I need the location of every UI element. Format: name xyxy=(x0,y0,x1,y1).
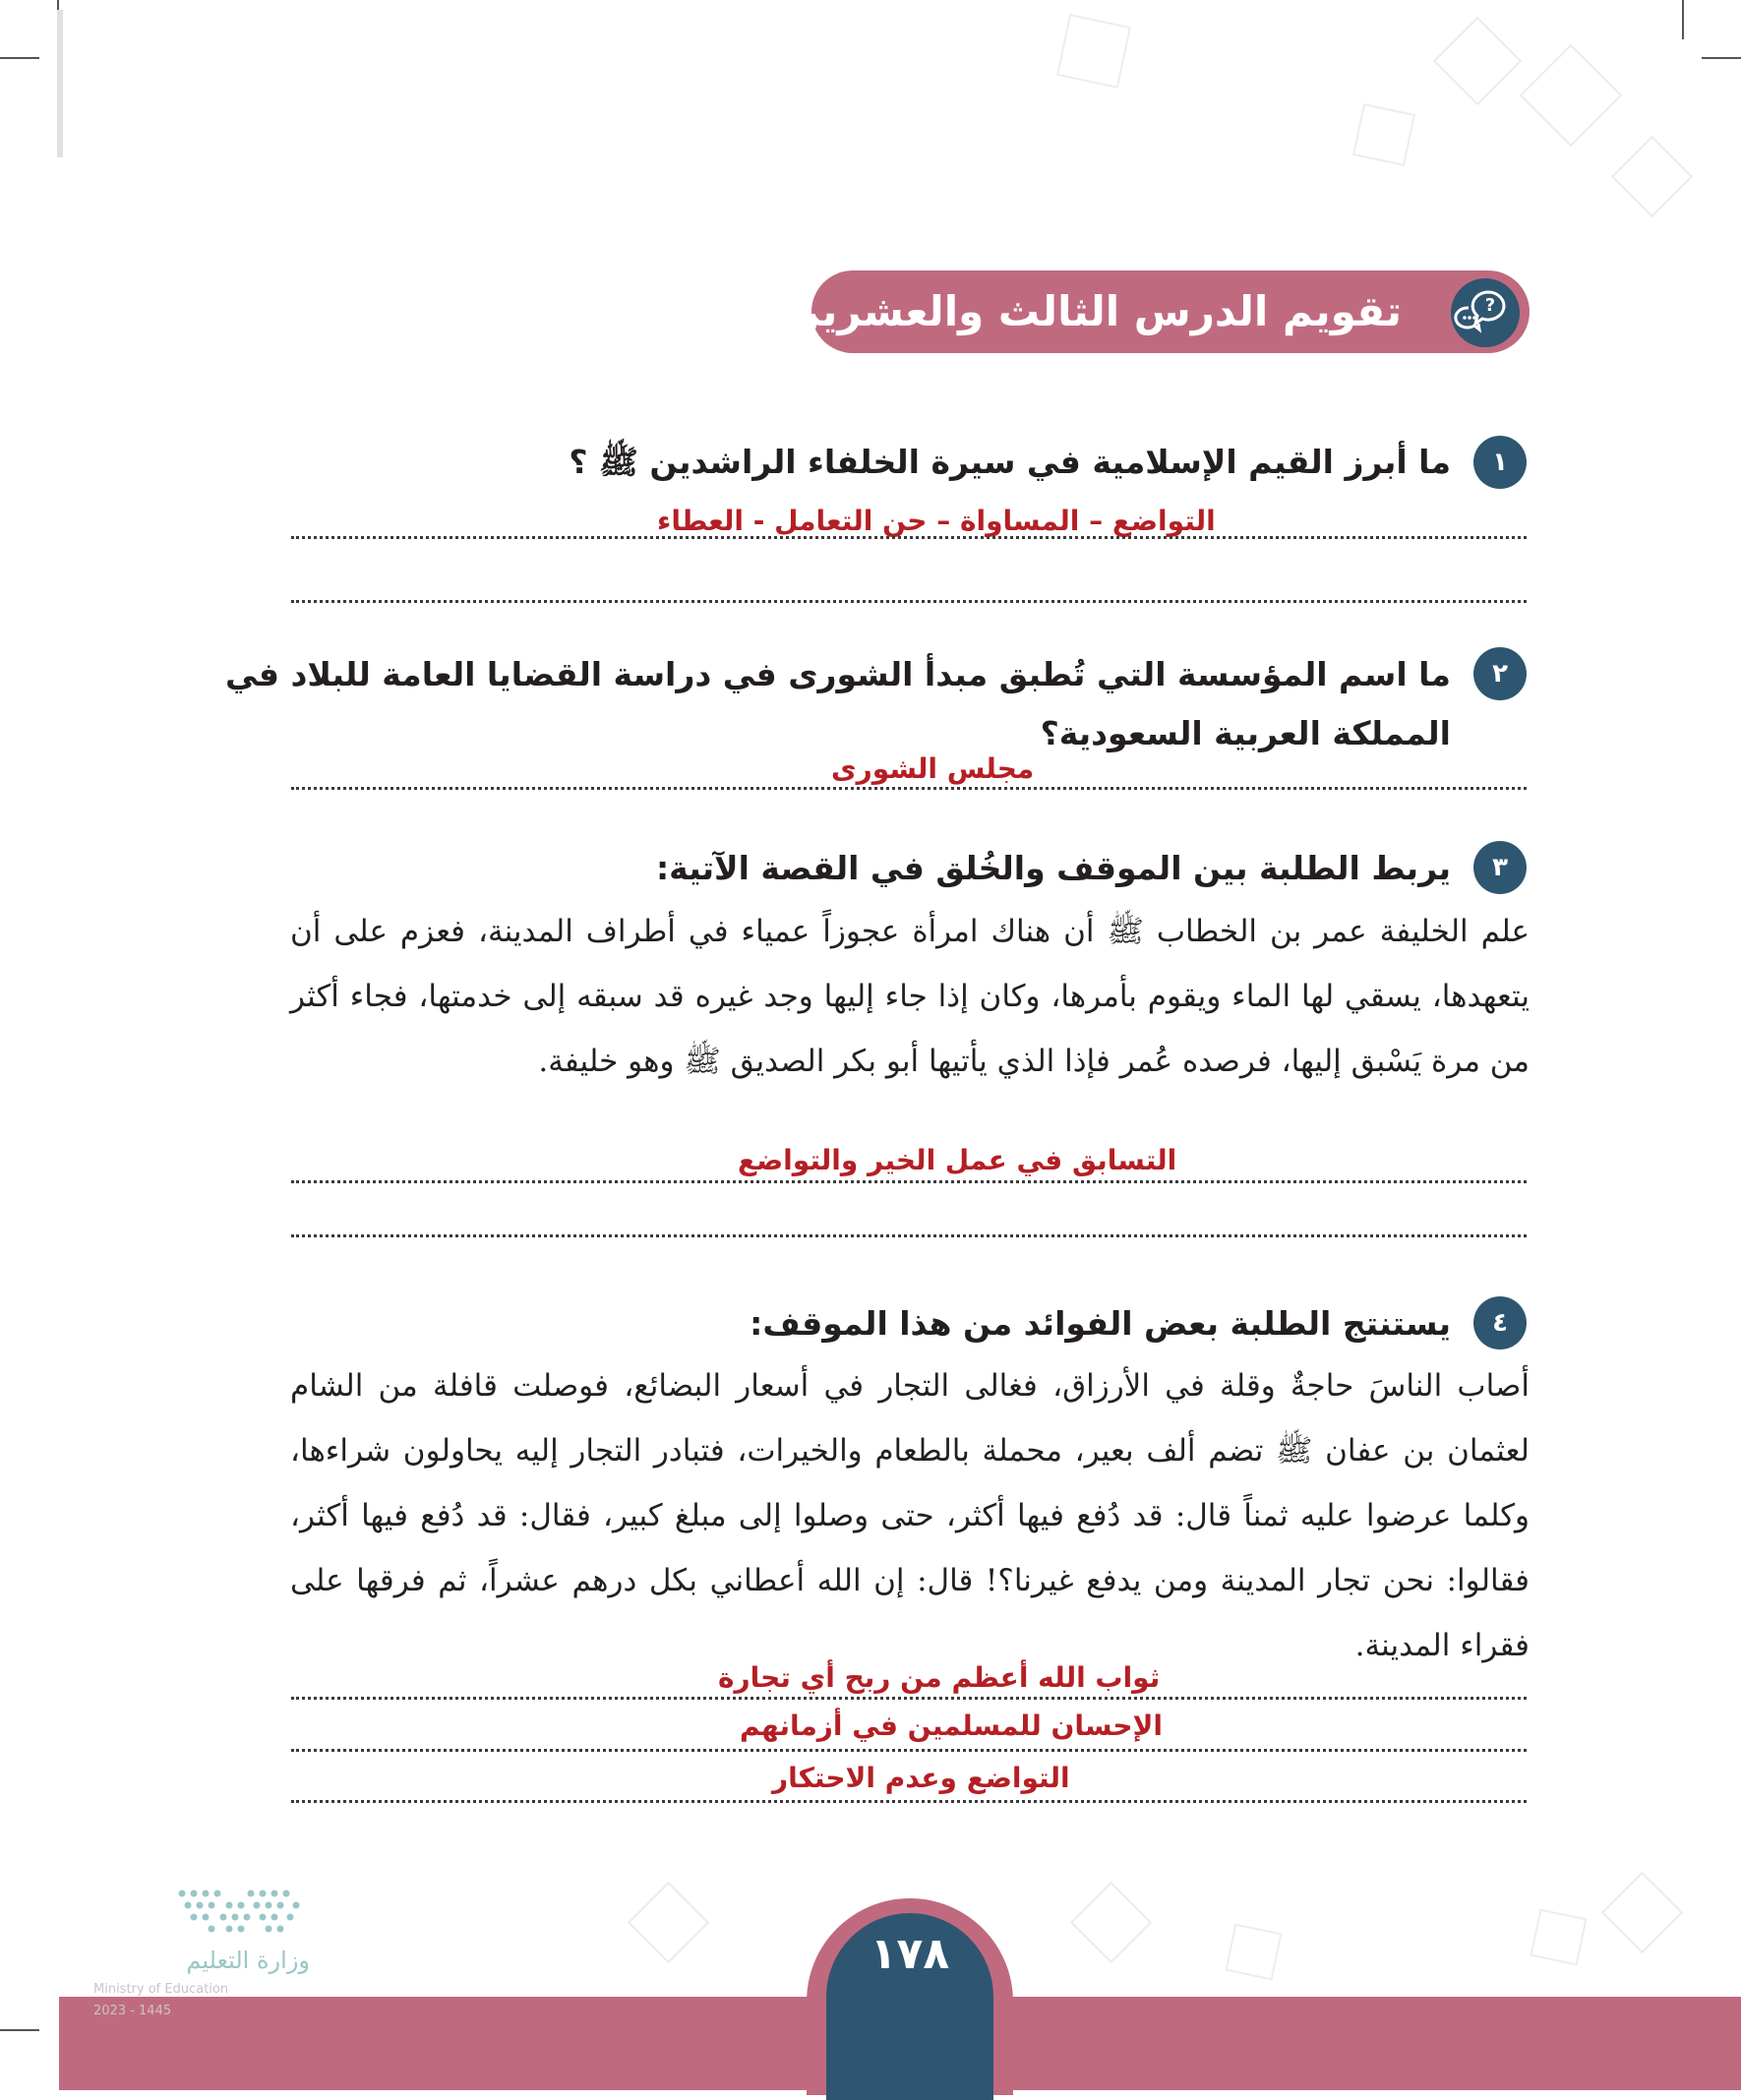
decorative-diamond xyxy=(1433,17,1523,106)
decorative-square xyxy=(1056,14,1131,89)
question-text: المملكة العربية السعودية؟ xyxy=(1040,714,1451,752)
answer-line xyxy=(291,536,1527,539)
answer-text: التسابق في عمل الخير والتواضع xyxy=(738,1144,1177,1176)
answer-text: ثواب الله أعظم من ربح أي تجارة xyxy=(718,1661,1161,1694)
answer-line xyxy=(291,1749,1527,1752)
page-number: ١٧٨ xyxy=(826,1913,993,2100)
crop-mark xyxy=(1702,57,1741,59)
decorative-diamond xyxy=(1520,44,1623,148)
question-number: ٢ xyxy=(1473,647,1527,700)
question-text: يربط الطلبة بين الموقف والخُلق في القصة الآتية: xyxy=(655,849,1451,887)
answer-line xyxy=(291,787,1527,790)
decorative-diamond xyxy=(1611,136,1693,217)
decorative-square xyxy=(1530,1908,1587,1965)
answer-line xyxy=(291,1234,1527,1237)
question-number: ١ xyxy=(1473,436,1527,489)
decorative-square xyxy=(1352,103,1415,166)
decorative-diamond xyxy=(628,1882,709,1963)
crop-mark xyxy=(1682,0,1684,39)
margin-line xyxy=(57,10,63,157)
crop-mark xyxy=(0,2029,39,2031)
ministry-logo xyxy=(93,1884,310,2041)
lesson-evaluation-banner xyxy=(784,270,1530,353)
svg-text:?: ? xyxy=(1484,295,1496,316)
answer-text: الإحسان للمسلمين في أزمانهم xyxy=(740,1710,1163,1742)
ministry-logo-dots xyxy=(172,1884,310,1943)
question-text: يستنتج الطلبة بعض الفوائد من هذا الموقف: xyxy=(750,1304,1451,1343)
question-text: ما أبرز القيم الإسلامية في سيرة الخلفاء الراشدين ﷺ ؟ xyxy=(569,443,1451,481)
answer-line xyxy=(291,1800,1527,1803)
crop-mark xyxy=(0,57,39,59)
answer-line xyxy=(291,1180,1527,1183)
page-title: تقويم الدرس الثالث والعشرين xyxy=(784,287,1402,335)
decorative-diamond xyxy=(1070,1882,1152,1963)
answer-text: مجلس الشورى xyxy=(831,752,1035,785)
question-number: ٤ xyxy=(1473,1296,1527,1350)
answer-text: التواضع – المساواة – حن التعامل - العطاء xyxy=(657,505,1216,537)
question-bubble-icon xyxy=(1451,278,1520,347)
ministry-year: 2023 - 1445 xyxy=(93,2004,172,2018)
question-text: ما اسم المؤسسة التي تُطبق مبدأ الشورى في دراسة القضايا العامة للبلاد في xyxy=(224,655,1451,693)
answer-line xyxy=(291,1697,1527,1700)
answer-text: التواضع وعدم الاحتكار xyxy=(772,1762,1070,1794)
decorative-square xyxy=(1225,1923,1282,1980)
ministry-name-english: Ministry of Education xyxy=(93,1982,229,1997)
ministry-name-arabic: وزارة التعليم xyxy=(186,1947,310,1974)
answer-line xyxy=(291,600,1527,603)
decorative-diamond xyxy=(1601,1872,1683,1953)
story-passage: علم الخليفة عمر بن الخطاب ﷺ أن هناك امرأة عجوزاً عمياء في أطراف المدينة، فعزم على أن يتعهدها، يسقي لها الماء ويقوم بأمرها، وكان إذا جاء إليها وجد غيره قد سبقه إلى خدمتها، فجاء أكثر من مرة يَسْبق إليها، فرصده عُمر فإذا الذي يأتيها أبو بكر الصديق ﷺ وهو خليفة. xyxy=(290,914,1530,1079)
story-passage: أصاب الناسَ حاجةٌ وقلة في الأرزاق، فغالى التجار في أسعار البضائع، فوصلت قافلة من الشام لعثمان بن عفان ﷺ تضم ألف بعير، محملة بالطعام والخيرات، فتبادر التجار إليه يحاولون شراءها، وكلما عرضوا عليه ثمناً قال: قد دُفع فيها أكثر، حتى وصلوا إلى مبلغ كبير، فقال: قد دُفع فيها أكثر، فقالوا: نحن تجار المدينة ومن يدفع غيرنا؟! قال: إن الله أعطاني بكل درهم عشراً، ثم فرقها على فقراء المدينة. xyxy=(290,1368,1530,1663)
question-number: ٣ xyxy=(1473,841,1527,894)
